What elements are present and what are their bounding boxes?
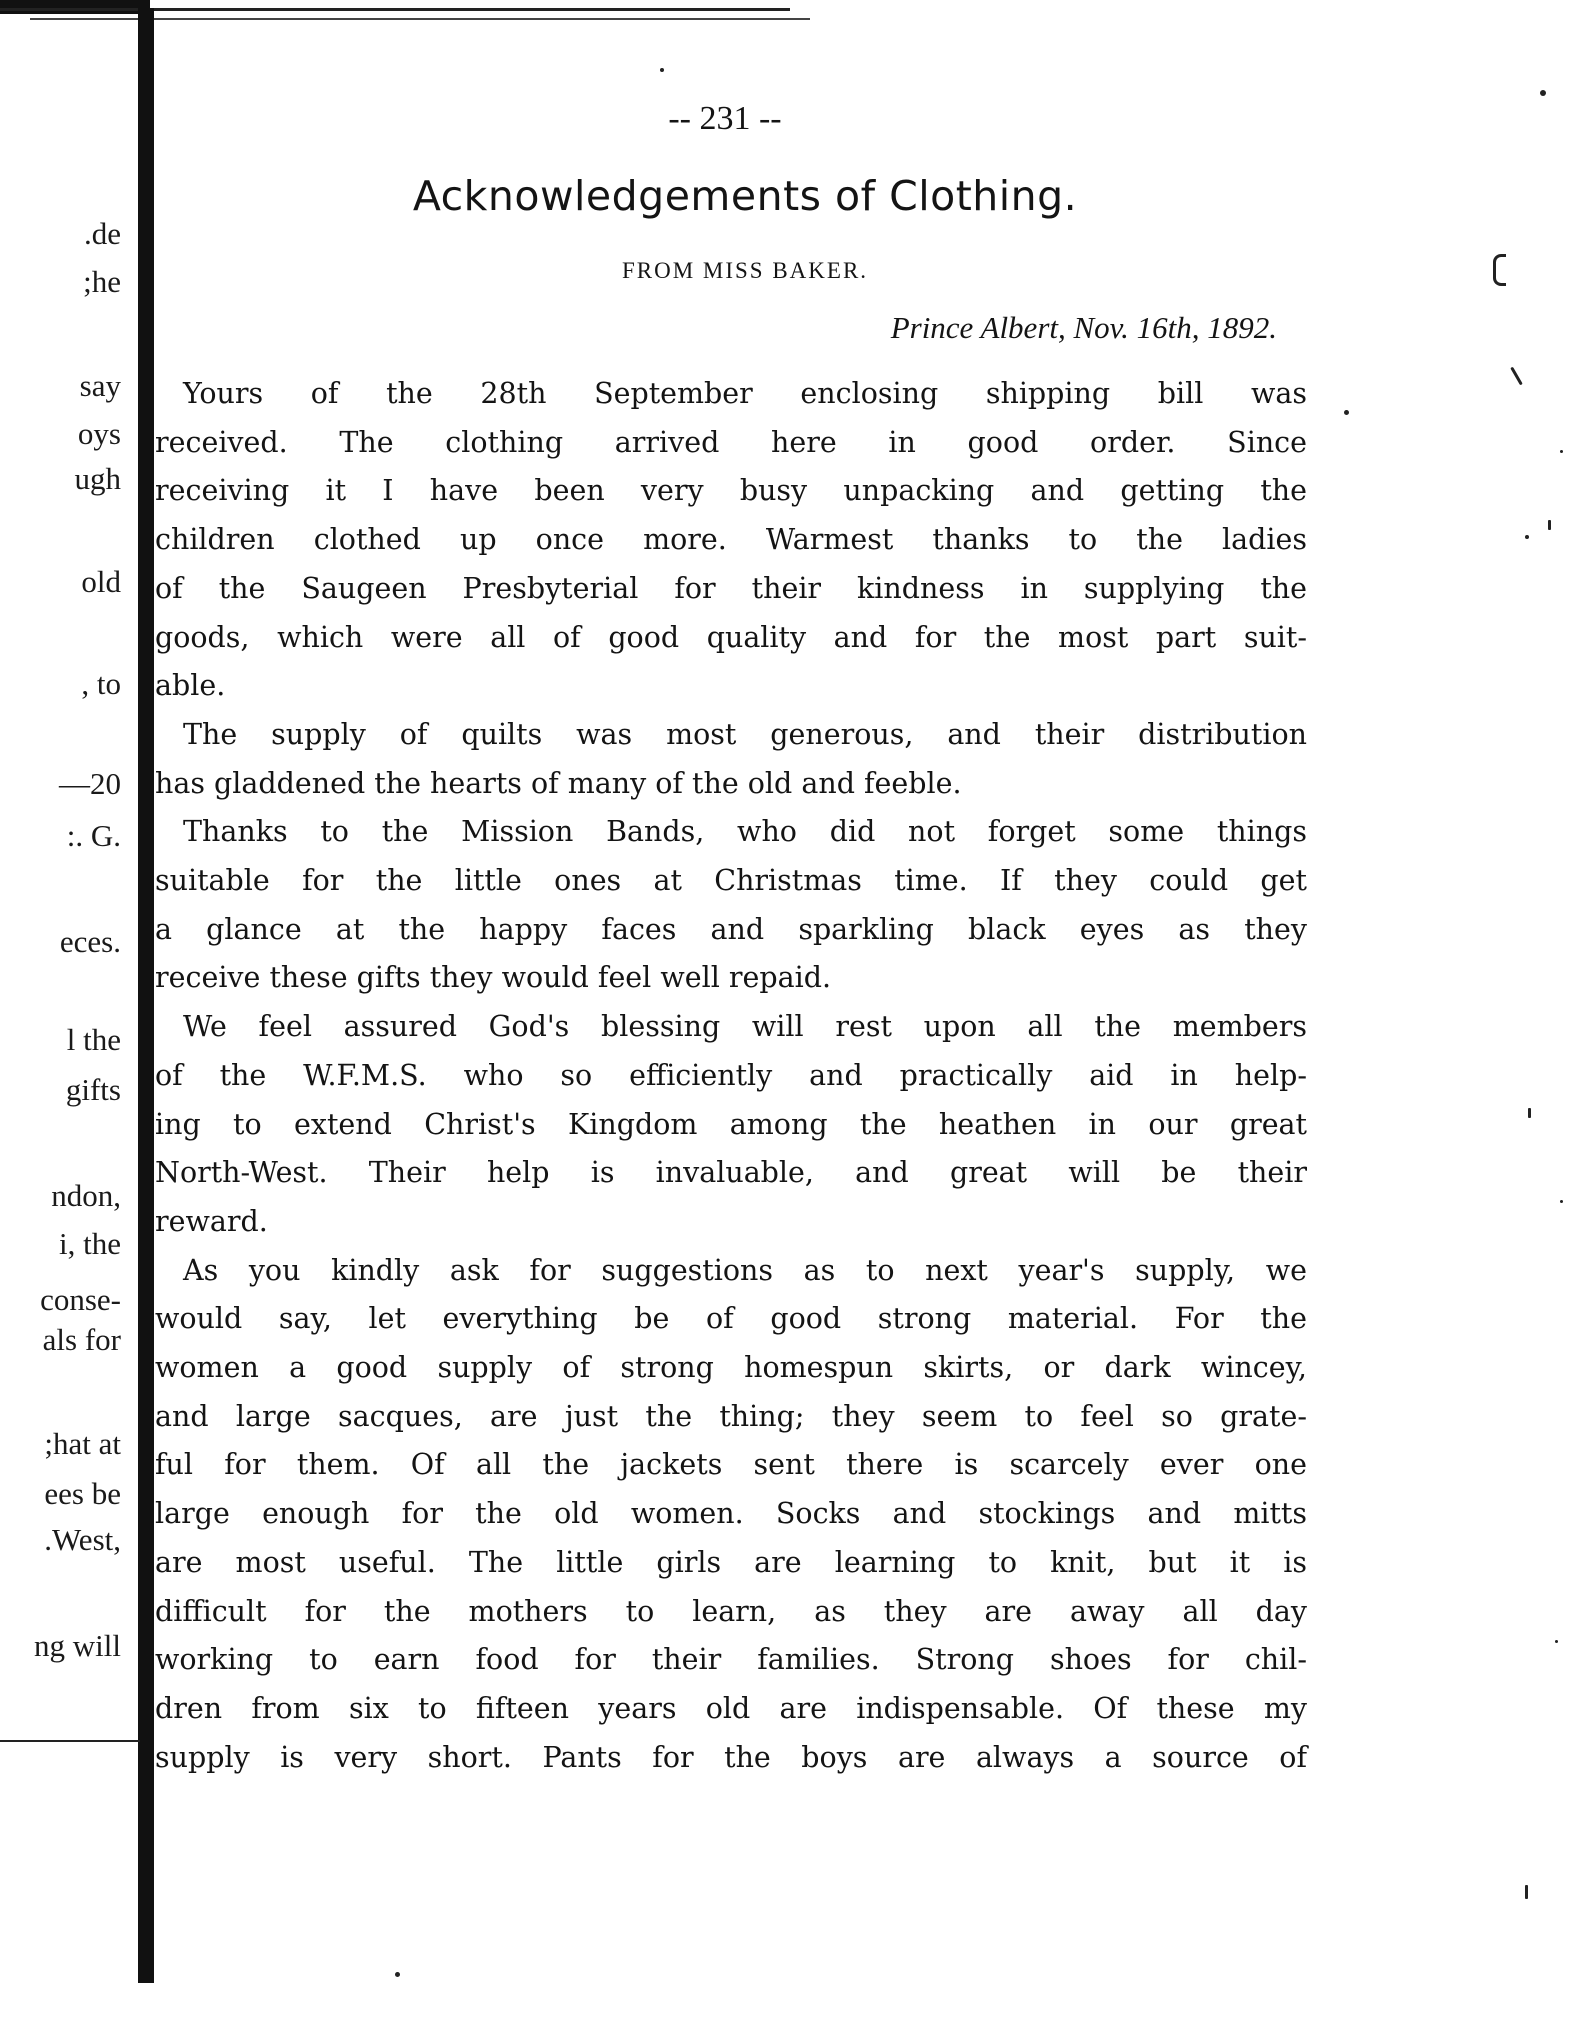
page-title: Acknowledgements of Clothing. xyxy=(412,172,1078,220)
margin-fragment: —20 xyxy=(59,766,121,801)
text-line: of the Saugeen Presbyterial for their kindness in supplying the xyxy=(155,571,1307,605)
text-line: difficult for the mothers to learn, as they are away all day xyxy=(155,1594,1307,1628)
text-line: suitable for the little ones at Christmas time. If they could get xyxy=(155,864,1307,898)
margin-fragment: oys xyxy=(77,416,121,451)
margin-fragment: , to xyxy=(81,666,121,701)
text-line: women a good supply of strong homespun skirts, or dark wincey, xyxy=(155,1351,1307,1385)
scan-speck xyxy=(1540,90,1546,96)
margin-fragment: ng will xyxy=(34,1628,121,1663)
paragraph xyxy=(155,711,1307,808)
dateline: Prince Albert, Nov. 16th, 1892. xyxy=(890,310,1277,345)
paragraph xyxy=(155,808,1307,1003)
text-line: reward. xyxy=(155,1204,268,1238)
letter-body xyxy=(155,370,1307,1782)
text-line: Yours of the 28th September enclosing shipping bill was xyxy=(183,377,1307,410)
text-line: are most useful. The little girls are learning to knit, but it is xyxy=(155,1545,1307,1579)
byline: FROM MISS BAKER. xyxy=(621,258,869,283)
scan-speck xyxy=(1555,1640,1558,1643)
text-line: working to earn food for their families. Strong shoes for chil- xyxy=(155,1643,1307,1677)
text-line: The supply of quilts was most generous, and their distribution xyxy=(183,717,1307,751)
margin-fragment: say xyxy=(79,368,121,403)
scan-edge-artifact xyxy=(0,0,150,14)
scan-speck xyxy=(1528,1108,1531,1118)
margin-fragment: .de xyxy=(83,216,121,251)
margin-fragment: gifts xyxy=(65,1072,121,1107)
scan-speck xyxy=(1560,1200,1563,1203)
scan-speck xyxy=(1525,535,1529,539)
margin-fragment: ;hat at xyxy=(44,1426,121,1461)
margin-fragment: i, the xyxy=(59,1226,121,1261)
scan-speck xyxy=(395,1972,400,1977)
scan-speck xyxy=(1510,367,1523,386)
scan-top-rule xyxy=(0,8,790,11)
text-line: Thanks to the Mission Bands, who did not forget some things xyxy=(183,815,1307,849)
text-line: supply is very short. Pants for the boys are always a source of xyxy=(155,1740,1307,1774)
text-line: able. xyxy=(155,669,226,703)
scan-speck xyxy=(1560,450,1563,453)
text-line: ful for them. Of all the jackets sent there is scarcely ever one xyxy=(155,1448,1307,1482)
text-line: and large sacques, are just the thing; they seem to feel so grate- xyxy=(155,1399,1307,1433)
text-line: ing to extend Christ's Kingdom among the heathen in our great xyxy=(155,1107,1307,1141)
margin-fragment: l the xyxy=(66,1022,121,1057)
text-line: goods, which were all of good quality and for the most part suit- xyxy=(155,620,1307,654)
margin-fragment: .West, xyxy=(44,1522,121,1557)
margin-fragment: als for xyxy=(42,1322,121,1357)
margin-fragment: old xyxy=(81,564,121,599)
text-line: We feel assured God's blessing will rest upon all the members xyxy=(183,1010,1307,1044)
paragraph xyxy=(155,1003,1307,1247)
margin-fragment: ees be xyxy=(44,1476,121,1511)
margin-fragment: eces. xyxy=(59,924,121,959)
text-line: a glance at the happy faces and sparkling black eyes as they xyxy=(155,912,1307,946)
margin-fragment: ugh xyxy=(74,461,121,496)
text-line: would say, let everything be of good strong material. For the xyxy=(155,1302,1307,1336)
margin-fragment: :. G. xyxy=(66,818,121,853)
text-line: dren from six to fifteen years old are indispensable. Of these my xyxy=(155,1691,1307,1725)
text-line: children clothed up once more. Warmest thanks to the ladies xyxy=(155,523,1307,557)
text-line: has gladdened the hearts of many of the old and feeble. xyxy=(155,766,962,800)
margin-fragment: ;he xyxy=(83,264,121,299)
margin-rule xyxy=(0,1740,140,1742)
scan-speck xyxy=(660,68,664,72)
margin-fragment: conse- xyxy=(40,1282,121,1317)
text-line: receive these gifts they would feel well repaid. xyxy=(155,961,832,995)
text-line: received. The clothing arrived here in good order. Since xyxy=(155,425,1307,459)
page-gutter-shadow xyxy=(138,8,154,1983)
text-line: large enough for the old women. Socks and stockings and mitts xyxy=(155,1497,1307,1531)
page-number: -- 231 -- xyxy=(668,100,782,137)
paragraph xyxy=(155,1247,1307,1783)
scan-speck xyxy=(1344,410,1349,415)
text-line: of the W.F.M.S. who so efficiently and practically aid in help- xyxy=(155,1058,1307,1092)
text-line: As you kindly ask for suggestions as to next year's supply, we xyxy=(183,1253,1307,1287)
paragraph xyxy=(155,370,1307,711)
scan-speck xyxy=(1548,520,1551,530)
text-line: receiving it I have been very busy unpacking and getting the xyxy=(155,474,1307,508)
margin-fragment: ndon, xyxy=(51,1178,121,1213)
scan-speck xyxy=(1493,254,1506,286)
text-line: North-West. Their help is invaluable, and great will be their xyxy=(155,1156,1307,1190)
scan-speck xyxy=(1525,1885,1528,1899)
